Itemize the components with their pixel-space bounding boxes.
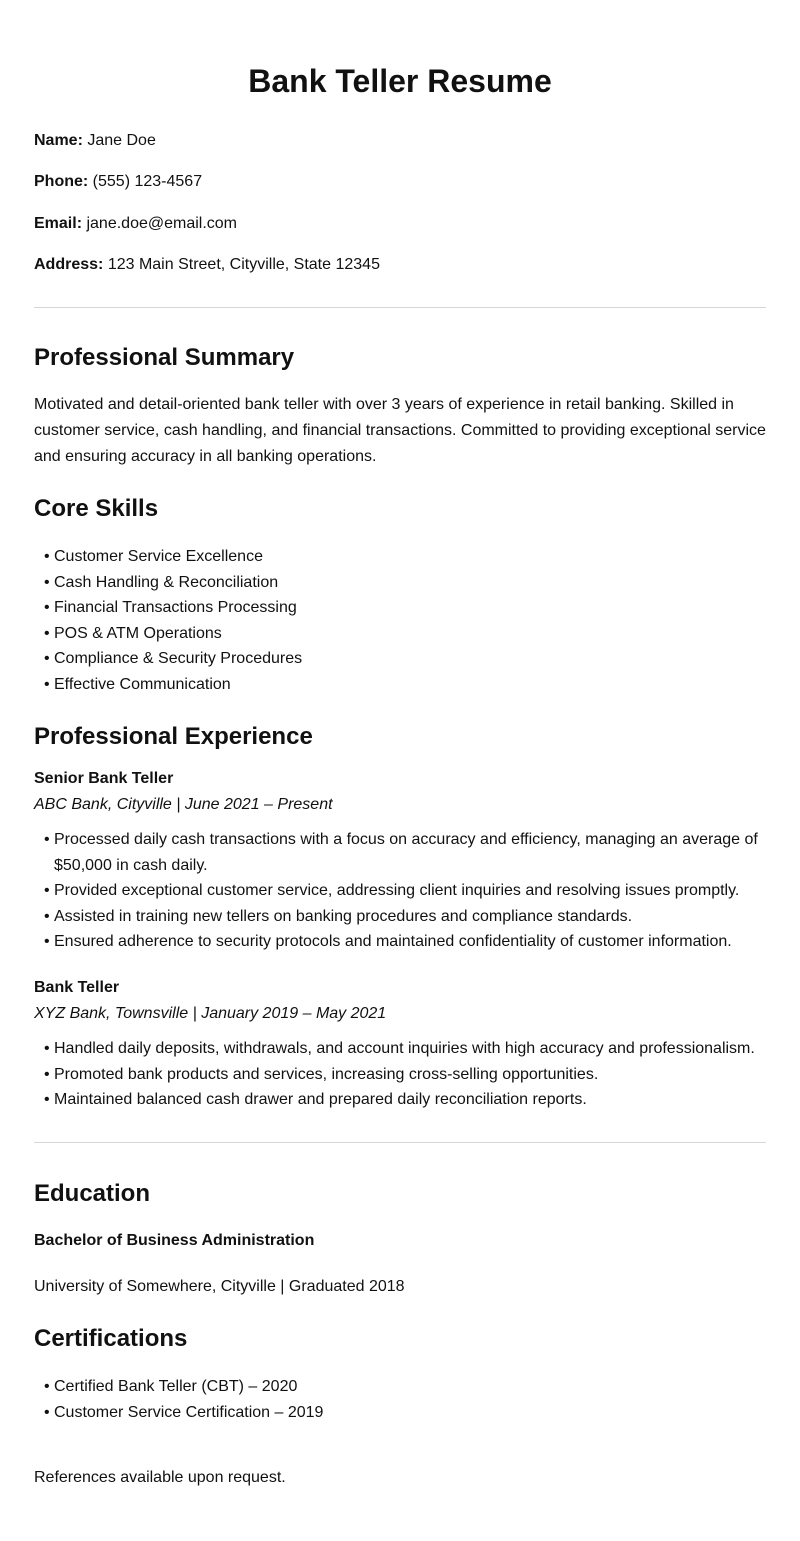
phone-label: Phone:: [34, 173, 89, 190]
page-title: Bank Teller Resume: [248, 63, 552, 99]
summary-text: Motivated and detail-oriented bank teller with over 3 years of experience in retail banking. Skilled in customer service, cash handling, and financial transactions. Committed to providing exceptional service and ensuring accuracy in all banking operations.: [34, 396, 766, 465]
contact-email: [34, 214, 237, 234]
list-item: • Processed daily cash transactions with a focus on accuracy and efficiency, managing an average of $50,000 in cash daily.: [44, 827, 774, 878]
skills-list: [44, 544, 774, 698]
skills-heading: Core Skills: [34, 495, 159, 522]
school: University of Somewhere, Cityville | Graduated 2018: [34, 1278, 405, 1295]
contact-address: [34, 255, 380, 275]
email-label: Email:: [34, 215, 83, 232]
list-item: • Customer Service Certification – 2019: [44, 1400, 774, 1426]
list-item: • Provided exceptional customer service, addressing client inquiries and resolving issues promptly.: [44, 878, 774, 904]
job-meta: ABC Bank, Cityville | June 2021 – Present: [34, 796, 333, 813]
job-meta: XYZ Bank, Townsville | January 2019 – May 2021: [34, 1005, 387, 1022]
degree: Bachelor of Business Administration: [34, 1232, 315, 1249]
list-item: • Certified Bank Teller (CBT) – 2020: [44, 1374, 774, 1400]
references-note: References available upon request.: [34, 1469, 286, 1486]
list-item: • Cash Handling & Reconciliation: [44, 570, 774, 596]
list-item: • Compliance & Security Procedures: [44, 646, 774, 672]
list-item: • Promoted bank products and services, increasing cross-selling opportunities.: [44, 1062, 774, 1088]
list-item: • Ensured adherence to security protocols and maintained confidentiality of customer information.: [44, 929, 774, 955]
job-bullets: [44, 827, 774, 955]
summary-heading: Professional Summary: [34, 344, 295, 371]
phone-value: (555) 123-4567: [92, 173, 203, 190]
list-item: • Effective Communication: [44, 672, 774, 698]
job-bullets: [44, 1036, 774, 1113]
contact-phone: [34, 172, 202, 192]
name-label: Name:: [34, 132, 83, 149]
list-item: • Customer Service Excellence: [44, 544, 774, 570]
experience-heading: Professional Experience: [34, 723, 313, 750]
list-item: • Handled daily deposits, withdrawals, and account inquiries with high accuracy and professionalism.: [44, 1036, 774, 1062]
job-title: Senior Bank Teller: [34, 770, 174, 787]
certifications-list: [44, 1374, 774, 1425]
certifications-heading: Certifications: [34, 1325, 188, 1352]
name-value: Jane Doe: [87, 132, 156, 149]
list-item: • Assisted in training new tellers on banking procedures and compliance standards.: [44, 904, 774, 930]
email-value: jane.doe@email.com: [86, 215, 238, 232]
divider: [34, 1142, 766, 1143]
contact-name: [34, 131, 156, 151]
list-item: • POS & ATM Operations: [44, 621, 774, 647]
list-item: • Financial Transactions Processing: [44, 595, 774, 621]
divider: [34, 307, 766, 308]
education-heading: Education: [34, 1180, 151, 1207]
job-title: Bank Teller: [34, 979, 120, 996]
address-value: 123 Main Street, Cityville, State 12345: [107, 256, 380, 273]
list-item: • Maintained balanced cash drawer and prepared daily reconciliation reports.: [44, 1087, 774, 1113]
address-label: Address:: [34, 256, 104, 273]
